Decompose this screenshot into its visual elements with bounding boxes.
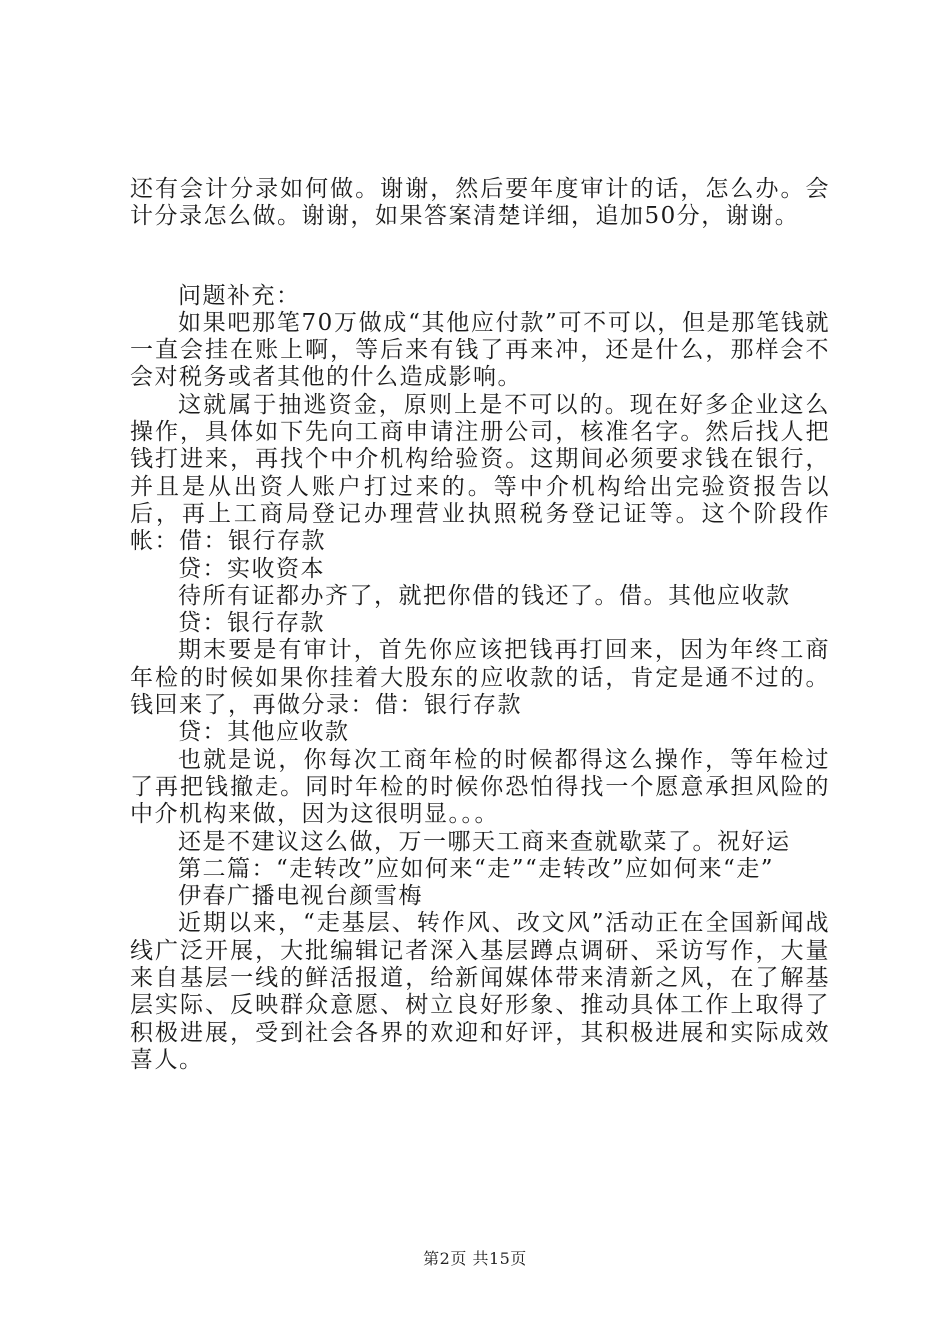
document-body [130,176,830,1074]
paragraph: 如果吧那笔70万做成“其他应付款”可不可以，但是那笔钱就一直会挂在账上啊，等后来有钱了再来冲，还是什么，那样会不会对税务或者其他的什么造成影响。 [130,309,830,391]
paragraph: 近期以来，“走基层、转作风、改文风”活动正在全国新闻战线广泛开展，大批编辑记者深入基层蹲点调研、采访写作，大量来自基层一线的鲜活报道，给新闻媒体带来清新之风，在了解基层实际、反映群众意愿、树立良好形象、推动具体工作上取得了积极进展，受到社会各界的欢迎和好评，其积极进展和实际成效喜人。 [130,910,830,1073]
paragraph: 期末要是有审计，首先你应该把钱再打回来，因为年终工商年检的时候如果你挂着大股东的应收款的话，肯定是通不过的。钱回来了，再做分录：借：银行存款 [130,637,830,719]
paragraph: 问题补充： [178,282,301,309]
author-line: 伊春广播电视台颜雪梅 [178,883,423,910]
paragraph-gap [130,231,830,283]
paragraph: 这就属于抽逃资金，原则上是不可以的。现在好多企业这么操作，具体如下先向工商申请注册公司，核准名字。然后找人把钱打进来，再找个中介机构给验资。这期间必须要求钱在银行，并且是从出资人账户打过来的。等中介机构给出完验资报告以后，再上工商局登记办理营业执照税务登记证等。这个阶段作帐：借：银行存款 [130,391,830,555]
paragraph: 待所有证都办齐了，就把你借的钱还了。借。其他应收款 [178,582,791,609]
paragraph: 还是不建议这么做，万一哪天工商来查就歇菜了。祝好运 [178,828,791,855]
paragraph: 还有会计分录如何做。谢谢，然后要年度审计的话，怎么办。会计分录怎么做。谢谢，如果答案清楚详细，追加50分，谢谢。 [130,176,830,230]
paragraph: 贷：其他应收款 [178,719,350,746]
page-number: 第2页 共15页 [423,1249,527,1268]
paragraph: 贷：银行存款 [178,610,325,637]
paragraph: 也就是说，你每次工商年检的时候都得这么操作，等年检过了再把钱撤走。同时年检的时候你恐怕得找一个愿意承担风险的中介机构来做，因为这很明显。。。 [130,746,830,828]
section-heading: 第二篇：“走转改”应如何来“走”“走转改”应如何来“走” [178,855,775,882]
paragraph: 贷：实收资本 [178,555,325,582]
